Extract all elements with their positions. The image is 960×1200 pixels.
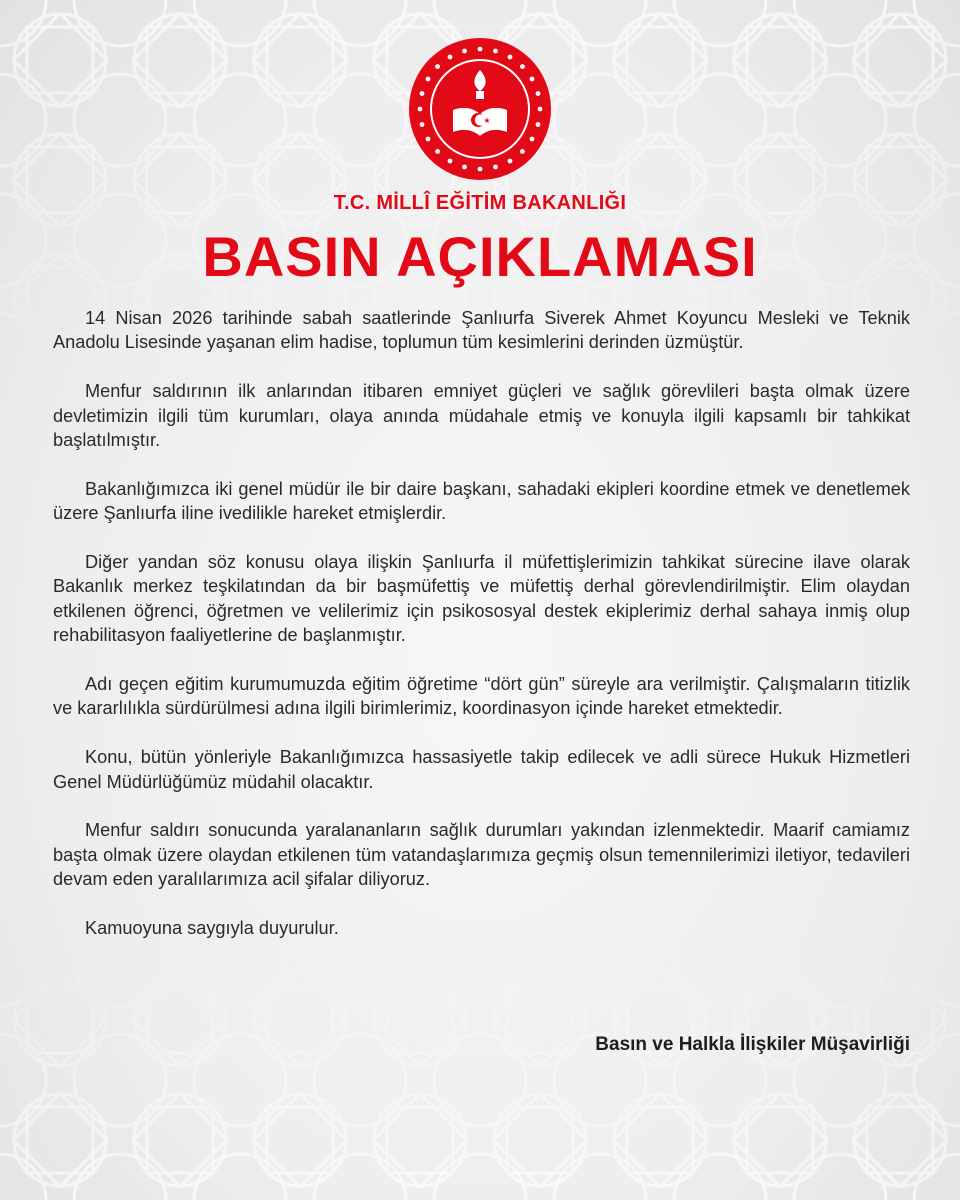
paragraph: 14 Nisan 2026 tarihinde sabah saatlerinde Şanlıurfa Siverek Ahmet Koyuncu Mesleki ve Teknik Anadolu Lisesinde yaşanan elim hadise, toplumun tüm kesimlerini derinden üzmüştür.: [53, 308, 910, 353]
statement-body: [53, 306, 910, 965]
header: [0, 38, 960, 215]
paragraph: Adı geçen eğitim kurumumuzda eğitim öğretime “dört gün” süreyle ara verilmiştir. Çalışmaların titizlik ve kararlılıkla sürdürülmesi adına ilgili birimlerimiz, koordinasyon içinde hareket etmektedir.: [53, 674, 910, 719]
paragraph: Bakanlığımızca iki genel müdür ile bir daire başkanı, sahadaki ekipleri koordine etmek ve denetlemek üzere Şanlıurfa iline ivedilikle hareket etmişlerdir.: [53, 478, 910, 524]
paragraph: Menfur saldırının ilk anlarından itibaren emniyet güçleri ve sağlık görevlileri başta olmak üzere devletimizin ilgili tüm kurumları, olaya anında müdahale etmiş ve konuyla ilgili kapsamlı bir tahkikat başlatılmıştır.: [53, 381, 910, 451]
paragraph: Konu, bütün yönleriyle Bakanlığımızca hassasiyetle takip edilecek ve adli sürece Hukuk Hizmetleri Genel Müdürlüğümüz müdahil olacaktır.: [53, 747, 910, 792]
paragraph: Diğer yandan söz konusu olaya ilişkin Şanlıurfa il müfettişlerimizin tahkikat sürecine ilave olarak Bakanlık merkez teşkilatından da bir başmüfettiş ve müfettiş derhal görevlendirilmiştir. Elim olaydan etkilenen öğrenci, öğretmen ve velilerimiz için psikososyal destek ekiplerimiz derhal sahaya inmiş olup rehabilitasyon faaliyetlerine de başlanmıştır.: [53, 552, 910, 646]
ministry-name: T.C. MİLLÎ EĞİTİM BAKANLIĞI: [333, 192, 627, 214]
page-title: BASIN AÇIKLAMASI: [202, 225, 758, 288]
paragraph: Menfur saldırı sonucunda yaralananların sağlık durumları yakından izlenmektedir. Maarif camiamız başta olmak üzere olaydan etkilenen tüm vatandaşlarımıza geçmiş olsun temennilerimizi iletiyor, tedavileri devam eden yaralılarımıza acil şifalar diliyoruz.: [53, 820, 910, 890]
signature: Basın ve Halkla İlişkiler Müşavirliği: [595, 1034, 910, 1055]
closing-line: Kamuoyuna saygıyla duyurulur.: [85, 918, 339, 939]
meb-emblem-icon: [409, 38, 551, 180]
